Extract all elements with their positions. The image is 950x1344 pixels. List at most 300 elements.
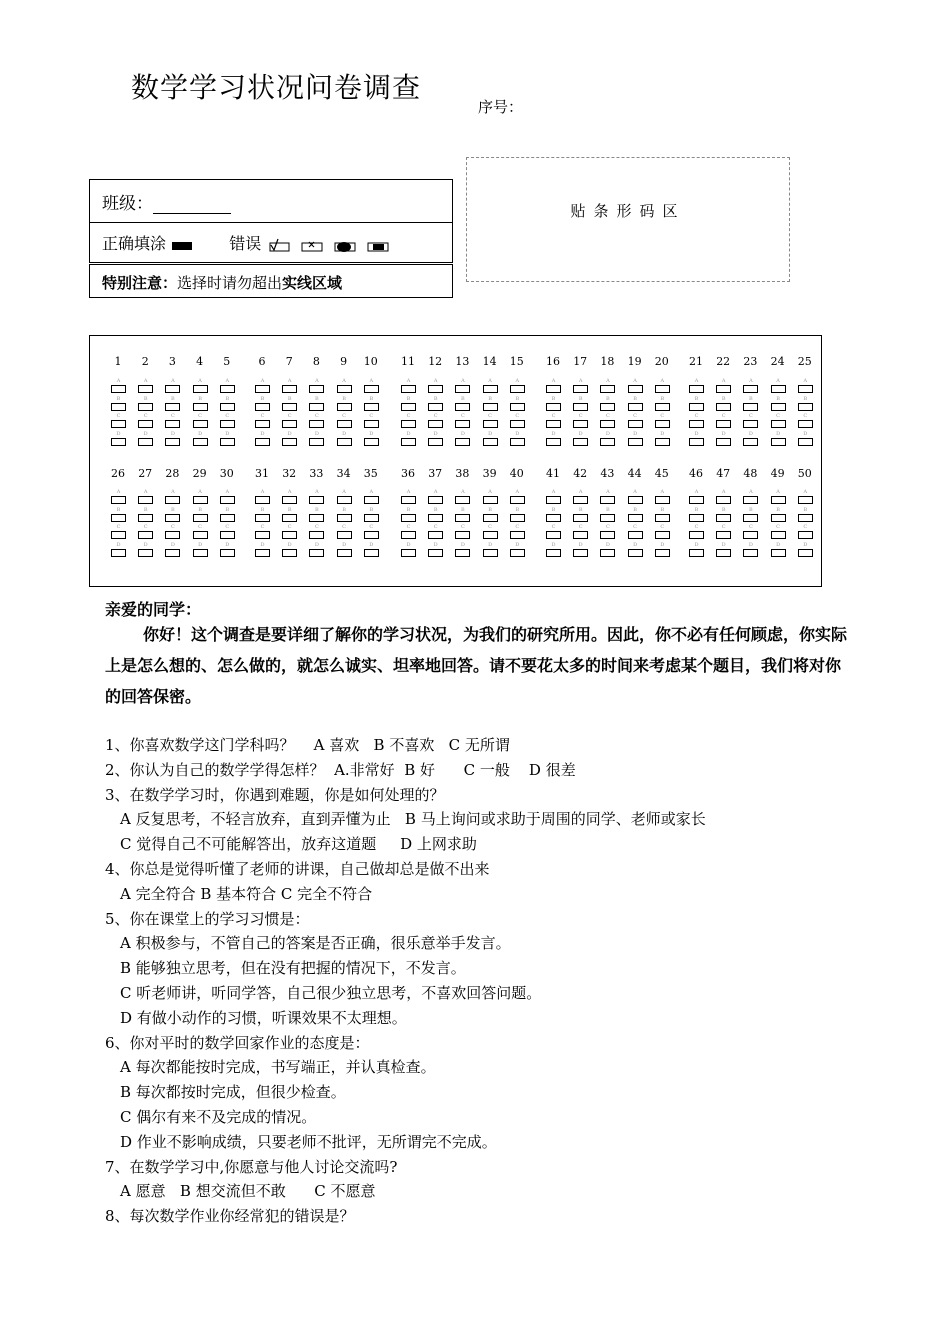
- class-blank-line[interactable]: [153, 213, 231, 214]
- correct-fill-mark-icon: [171, 239, 193, 251]
- greeting: 亲爱的同学：: [105, 600, 202, 619]
- answer-bubble-label: B: [461, 506, 465, 513]
- answer-bubble-b[interactable]: [220, 506, 235, 522]
- answer-bubble-label: C: [143, 524, 148, 530]
- answer-bubble-c[interactable]: [401, 524, 416, 539]
- answer-question-number: 10: [363, 355, 378, 368]
- answer-question-number: 43: [600, 467, 615, 480]
- answer-bubble-a[interactable]: [282, 378, 297, 393]
- answer-bubble-label: A: [606, 489, 610, 495]
- answer-bubble-d[interactable]: [111, 541, 126, 557]
- answer-bubble-c[interactable]: [546, 413, 561, 428]
- answer-bubble-b[interactable]: [193, 395, 208, 411]
- answer-bubble-b[interactable]: [138, 506, 153, 522]
- answer-bubble-label: A: [488, 489, 492, 495]
- answer-bubble-c[interactable]: [546, 524, 561, 539]
- answer-bubble-a[interactable]: [798, 489, 813, 504]
- answer-bubble-c[interactable]: [483, 524, 498, 539]
- answer-bubble-d[interactable]: [628, 430, 643, 446]
- answer-bubble-label: C: [314, 524, 319, 530]
- answer-bubble-d[interactable]: [364, 430, 379, 446]
- answer-bubble-d[interactable]: [282, 430, 297, 446]
- answer-bubble-a[interactable]: [600, 378, 615, 393]
- answer-bubble-a[interactable]: [309, 489, 324, 504]
- answer-bubble-d[interactable]: [483, 541, 498, 557]
- answer-bubble-b[interactable]: [337, 506, 352, 522]
- answer-bubble-label: B: [488, 395, 492, 402]
- answer-bubble-c[interactable]: [220, 524, 235, 539]
- answer-bubble-label: B: [694, 395, 699, 402]
- answer-bubble-d[interactable]: [628, 541, 643, 557]
- answer-bubble-label: B: [287, 506, 292, 513]
- answer-bubble-d[interactable]: [165, 430, 180, 446]
- answer-bubble-label: A: [116, 489, 121, 495]
- answer-bubble-b[interactable]: [600, 395, 615, 411]
- answer-bubble-a[interactable]: [798, 378, 813, 393]
- answer-bubble-b[interactable]: [716, 395, 731, 411]
- question-option-line: D 有做小动作的习惯，听课效果不太理想。: [120, 1008, 407, 1027]
- answer-bubble-d[interactable]: [309, 541, 324, 557]
- answer-bubble-a[interactable]: [255, 489, 270, 504]
- answer-bubble-label: C: [551, 524, 556, 530]
- answer-bubble-label: C: [721, 524, 726, 530]
- answer-bubble-d[interactable]: [546, 541, 561, 557]
- question-option-line: C 觉得自己不可能解答出，放弃这道题 D 上网求助: [120, 835, 477, 854]
- answer-bubble-d[interactable]: [600, 430, 615, 446]
- serial-number-label: 序号：: [478, 98, 524, 116]
- answer-bubble-label: A: [315, 378, 319, 384]
- answer-bubble-d[interactable]: [510, 541, 525, 557]
- answer-bubble-label: A: [660, 489, 665, 495]
- answer-bubble-a[interactable]: [428, 489, 443, 504]
- answer-bubble-d[interactable]: [220, 541, 235, 557]
- question-line: 1、你喜欢数学这门学科吗？ A 喜欢 B 不喜欢 C 无所谓: [105, 736, 510, 754]
- wrong-checkmark-icon: [266, 238, 290, 252]
- answer-bubble-a[interactable]: [743, 489, 758, 504]
- answer-bubble-label: D: [748, 430, 753, 437]
- answer-bubble-d[interactable]: [483, 430, 498, 446]
- answer-question-number: 39: [482, 467, 497, 480]
- answer-bubble-a[interactable]: [455, 378, 470, 393]
- answer-question-number: 11: [401, 355, 415, 368]
- answer-bubble-c[interactable]: [138, 413, 153, 428]
- answer-bubble-a[interactable]: [771, 378, 786, 393]
- answer-bubble-a[interactable]: [364, 489, 379, 504]
- answer-bubble-b[interactable]: [401, 395, 416, 411]
- answer-bubble-label: D: [633, 430, 638, 437]
- answer-bubble-b[interactable]: [428, 395, 443, 411]
- answer-bubble-b[interactable]: [546, 395, 561, 411]
- answer-bubble-b[interactable]: [546, 506, 561, 522]
- answer-bubble-b[interactable]: [510, 395, 525, 411]
- answer-bubble-b[interactable]: [655, 506, 670, 522]
- answer-bubble-a[interactable]: [628, 378, 643, 393]
- answer-bubble-c[interactable]: [655, 524, 670, 539]
- answer-bubble-label: B: [633, 395, 637, 402]
- answer-bubble-d[interactable]: [255, 541, 270, 557]
- answer-bubble-a[interactable]: [193, 489, 208, 504]
- answer-bubble-label: C: [198, 413, 202, 419]
- answer-bubble-d[interactable]: [255, 430, 270, 446]
- answer-question-number: 13: [455, 355, 470, 368]
- answer-bubble-b[interactable]: [428, 506, 443, 522]
- answer-bubble-label: A: [369, 489, 374, 495]
- answer-bubble-label: B: [749, 395, 753, 402]
- answer-bubble-d[interactable]: [716, 541, 731, 557]
- answer-bubble-a[interactable]: [111, 489, 126, 504]
- answer-bubble-label: C: [406, 413, 411, 419]
- answer-bubble-label: B: [369, 395, 374, 402]
- answer-bubble-d[interactable]: [138, 430, 153, 446]
- answer-bubble-a[interactable]: [165, 489, 180, 504]
- answer-bubble-d[interactable]: [364, 541, 379, 557]
- answer-bubble-a[interactable]: [193, 378, 208, 393]
- answer-bubble-c[interactable]: [655, 413, 670, 428]
- answer-bubble-d[interactable]: [111, 430, 126, 446]
- answer-bubble-label: A: [369, 378, 374, 384]
- answer-bubble-a[interactable]: [483, 378, 498, 393]
- answer-bubble-b[interactable]: [138, 395, 153, 411]
- answer-bubble-c[interactable]: [193, 524, 208, 539]
- answer-bubble-a[interactable]: [716, 489, 731, 504]
- answer-bubble-d[interactable]: [337, 430, 352, 446]
- answer-question-number: 50: [797, 467, 812, 480]
- answer-bubble-b[interactable]: [483, 506, 498, 522]
- answer-bubble-b[interactable]: [309, 395, 324, 411]
- answer-bubble-d[interactable]: [743, 430, 758, 446]
- answer-bubble-label: B: [225, 395, 230, 402]
- question-option-line: A 完全符合 B 基本符合 C 完全不符合: [120, 884, 373, 903]
- answer-bubble-d[interactable]: [455, 541, 470, 557]
- answer-question-number: 3: [168, 355, 176, 368]
- answer-bubble-a[interactable]: [628, 489, 643, 504]
- answer-bubble-label: A: [433, 378, 438, 384]
- answer-bubble-a[interactable]: [600, 489, 615, 504]
- answer-bubble-b[interactable]: [655, 395, 670, 411]
- answer-bubble-label: D: [776, 541, 781, 548]
- answer-bubble-c[interactable]: [364, 524, 379, 539]
- answer-bubble-label: A: [776, 378, 780, 384]
- answer-bubble-a[interactable]: [337, 378, 352, 393]
- answer-bubble-d[interactable]: [401, 430, 416, 446]
- answer-bubble-c[interactable]: [220, 413, 235, 428]
- answer-bubble-a[interactable]: [573, 489, 588, 504]
- answer-bubble-c[interactable]: [138, 524, 153, 539]
- answer-bubble-a[interactable]: [255, 378, 270, 393]
- answer-bubble-c[interactable]: [771, 413, 786, 428]
- answer-bubble-a[interactable]: [655, 378, 670, 393]
- answer-bubble-b[interactable]: [337, 395, 352, 411]
- answer-bubble-b[interactable]: [628, 395, 643, 411]
- answer-bubble-d[interactable]: [193, 430, 208, 446]
- answer-bubble-b[interactable]: [364, 395, 379, 411]
- answer-bubble-d[interactable]: [401, 541, 416, 557]
- answer-bubble-a[interactable]: [716, 378, 731, 393]
- answer-bubble-b[interactable]: [165, 506, 180, 522]
- answer-question-number: 22: [716, 355, 731, 368]
- answer-bubble-c[interactable]: [600, 524, 615, 539]
- answer-bubble-d[interactable]: [689, 541, 704, 557]
- answer-bubble-c[interactable]: [483, 413, 498, 428]
- answer-bubble-label: D: [260, 430, 265, 437]
- answer-bubble-label: A: [461, 378, 465, 384]
- answer-bubble-a[interactable]: [111, 378, 126, 393]
- answer-bubble-label: D: [198, 430, 203, 437]
- answer-bubble-d[interactable]: [655, 541, 670, 557]
- answer-bubble-b[interactable]: [689, 395, 704, 411]
- answer-bubble-c[interactable]: [798, 413, 813, 428]
- answer-bubble-label: D: [406, 541, 411, 548]
- answer-bubble-label: D: [660, 430, 665, 437]
- answer-bubble-c[interactable]: [628, 413, 643, 428]
- answer-bubble-c[interactable]: [689, 524, 704, 539]
- answer-question-number: 29: [192, 467, 207, 480]
- answer-bubble-b[interactable]: [798, 506, 813, 522]
- answer-bubble-a[interactable]: [138, 378, 153, 393]
- answer-bubble-b[interactable]: [573, 506, 588, 522]
- answer-bubble-c[interactable]: [716, 413, 731, 428]
- answer-bubble-b[interactable]: [771, 395, 786, 411]
- answer-question-number: 24: [770, 355, 785, 368]
- answer-bubble-b[interactable]: [689, 506, 704, 522]
- answer-bubble-a[interactable]: [655, 489, 670, 504]
- answer-bubble-label: B: [116, 506, 121, 513]
- answer-bubble-c[interactable]: [337, 413, 352, 428]
- answer-bubble-d[interactable]: [455, 430, 470, 446]
- answer-bubble-d[interactable]: [309, 430, 324, 446]
- answer-bubble-label: C: [605, 524, 610, 530]
- correct-fill-label: 正确填涂: [102, 234, 167, 253]
- answer-bubble-d[interactable]: [573, 430, 588, 446]
- answer-bubble-d[interactable]: [573, 541, 588, 557]
- answer-bubble-d[interactable]: [428, 541, 443, 557]
- answer-bubble-label: C: [406, 524, 411, 530]
- answer-bubble-label: A: [171, 489, 175, 495]
- answer-bubble-d[interactable]: [655, 430, 670, 446]
- answer-bubble-label: A: [461, 489, 465, 495]
- answer-bubble-b[interactable]: [798, 395, 813, 411]
- answer-bubble-a[interactable]: [165, 378, 180, 393]
- answer-bubble-label: B: [171, 506, 175, 513]
- answer-bubble-c[interactable]: [165, 413, 180, 428]
- answer-bubble-c[interactable]: [455, 413, 470, 428]
- answer-bubble-label: D: [460, 430, 465, 437]
- answer-bubble-b[interactable]: [193, 506, 208, 522]
- answer-bubble-c[interactable]: [455, 524, 470, 539]
- answer-bubble-label: A: [551, 489, 556, 495]
- answer-bubble-b[interactable]: [364, 506, 379, 522]
- question-line: 5、你在课堂上的学习习惯是：: [105, 909, 310, 928]
- answer-bubble-b[interactable]: [111, 506, 126, 522]
- answer-bubble-d[interactable]: [337, 541, 352, 557]
- answer-bubble-c[interactable]: [282, 524, 297, 539]
- answer-bubble-d[interactable]: [165, 541, 180, 557]
- answer-bubble-d[interactable]: [716, 430, 731, 446]
- answer-bubble-d[interactable]: [193, 541, 208, 557]
- answer-bubble-c[interactable]: [255, 413, 270, 428]
- answer-bubble-label: C: [287, 524, 292, 530]
- answer-bubble-a[interactable]: [401, 489, 416, 504]
- answer-bubble-c[interactable]: [573, 524, 588, 539]
- answer-bubble-a[interactable]: [455, 489, 470, 504]
- answer-bubble-c[interactable]: [111, 524, 126, 539]
- answer-bubble-label: B: [633, 506, 637, 513]
- class-field[interactable]: [102, 189, 231, 214]
- answer-bubble-c[interactable]: [309, 413, 324, 428]
- answer-bubble-a[interactable]: [510, 489, 525, 504]
- answer-question-number: 37: [428, 467, 443, 480]
- answer-bubble-label: A: [342, 378, 346, 384]
- answer-bubble-label: A: [606, 378, 610, 384]
- answer-bubble-c[interactable]: [111, 413, 126, 428]
- answer-bubble-a[interactable]: [401, 378, 416, 393]
- answer-bubble-b[interactable]: [628, 506, 643, 522]
- answer-bubble-c[interactable]: [428, 524, 443, 539]
- answer-bubble-label: D: [170, 541, 175, 548]
- answer-bubble-b[interactable]: [220, 395, 235, 411]
- answer-bubble-c[interactable]: [716, 524, 731, 539]
- answer-bubble-label: D: [225, 430, 230, 437]
- answer-bubble-d[interactable]: [798, 430, 813, 446]
- answer-bubble-d[interactable]: [743, 541, 758, 557]
- answer-bubble-d[interactable]: [600, 541, 615, 557]
- answer-bubble-c[interactable]: [364, 413, 379, 428]
- answer-bubble-b[interactable]: [600, 506, 615, 522]
- answer-bubble-a[interactable]: [689, 489, 704, 504]
- answer-bubble-a[interactable]: [428, 378, 443, 393]
- answer-bubble-c[interactable]: [428, 413, 443, 428]
- answer-bubble-b[interactable]: [455, 506, 470, 522]
- answer-bubble-label: D: [116, 541, 121, 548]
- question-line: 8、每次数学作业你经常犯的错误是？: [105, 1207, 355, 1226]
- answer-bubble-b[interactable]: [743, 395, 758, 411]
- answer-bubble-label: C: [260, 524, 265, 530]
- answer-bubble-label: B: [315, 395, 319, 402]
- answer-bubble-label: A: [721, 489, 726, 495]
- answer-bubble-a[interactable]: [337, 489, 352, 504]
- answer-bubble-c[interactable]: [510, 413, 525, 428]
- answer-bubble-d[interactable]: [428, 430, 443, 446]
- answer-bubble-b[interactable]: [401, 506, 416, 522]
- answer-bubble-c[interactable]: [510, 524, 525, 539]
- answer-bubble-a[interactable]: [689, 378, 704, 393]
- answer-bubble-b[interactable]: [255, 395, 270, 411]
- answer-bubble-label: A: [749, 378, 753, 384]
- answer-bubble-c[interactable]: [743, 524, 758, 539]
- answer-bubble-b[interactable]: [165, 395, 180, 411]
- answer-bubble-label: D: [488, 430, 493, 437]
- answer-bubble-c[interactable]: [309, 524, 324, 539]
- answer-bubble-b[interactable]: [111, 395, 126, 411]
- answer-bubble-a[interactable]: [510, 378, 525, 393]
- question-line: 4、你总是觉得听懂了老师的讲课，自己做却总是做不出来: [105, 859, 490, 878]
- answer-bubble-c[interactable]: [743, 413, 758, 428]
- answer-bubble-c[interactable]: [689, 413, 704, 428]
- answer-bubble-a[interactable]: [220, 489, 235, 504]
- answer-bubble-b[interactable]: [510, 506, 525, 522]
- answer-bubble-label: C: [633, 524, 637, 530]
- answer-bubble-label: C: [116, 413, 121, 419]
- answer-bubble-label: D: [225, 541, 230, 548]
- answer-bubble-a[interactable]: [743, 378, 758, 393]
- answer-bubble-b[interactable]: [309, 506, 324, 522]
- answer-bubble-d[interactable]: [771, 541, 786, 557]
- answer-bubble-a[interactable]: [546, 489, 561, 504]
- answer-bubble-label: C: [488, 524, 492, 530]
- wrong-partial-fill-icon: [366, 238, 390, 252]
- answer-bubble-c[interactable]: [193, 413, 208, 428]
- answer-bubble-label: A: [488, 378, 492, 384]
- answer-bubble-b[interactable]: [743, 506, 758, 522]
- answer-bubble-b[interactable]: [255, 506, 270, 522]
- answer-bubble-label: D: [605, 541, 610, 548]
- answer-bubble-c[interactable]: [600, 413, 615, 428]
- answer-bubble-label: D: [369, 430, 374, 437]
- notice-emphasis: 实线区域: [282, 274, 343, 292]
- answer-bubble-a[interactable]: [309, 378, 324, 393]
- answer-bubble-label: B: [515, 395, 520, 402]
- answer-bubble-a[interactable]: [771, 489, 786, 504]
- answer-bubble-b[interactable]: [282, 395, 297, 411]
- answer-bubble-d[interactable]: [689, 430, 704, 446]
- answer-bubble-c[interactable]: [165, 524, 180, 539]
- answer-question-number: 12: [428, 355, 443, 368]
- answer-bubble-label: D: [170, 430, 175, 437]
- answer-bubble-c[interactable]: [255, 524, 270, 539]
- wrong-circle-icon: [333, 238, 357, 252]
- answer-bubble-c[interactable]: [337, 524, 352, 539]
- answer-bubble-a[interactable]: [220, 378, 235, 393]
- answer-bubble-d[interactable]: [138, 541, 153, 557]
- answer-bubble-c[interactable]: [628, 524, 643, 539]
- answer-question-number: 42: [573, 467, 588, 480]
- answer-bubble-a[interactable]: [282, 489, 297, 504]
- answer-bubble-c[interactable]: [573, 413, 588, 428]
- answer-bubble-c[interactable]: [401, 413, 416, 428]
- answer-bubble-d[interactable]: [510, 430, 525, 446]
- answer-bubble-a[interactable]: [546, 378, 561, 393]
- answer-bubble-d[interactable]: [771, 430, 786, 446]
- answer-question-number: 20: [654, 355, 669, 368]
- answer-bubble-label: A: [633, 489, 637, 495]
- answer-bubble-a[interactable]: [364, 378, 379, 393]
- answer-bubble-c[interactable]: [771, 524, 786, 539]
- answer-bubble-a[interactable]: [573, 378, 588, 393]
- answer-bubble-b[interactable]: [483, 395, 498, 411]
- answer-bubble-d[interactable]: [220, 430, 235, 446]
- answer-bubble-b[interactable]: [282, 506, 297, 522]
- answer-bubble-label: D: [721, 541, 726, 548]
- answer-bubble-c[interactable]: [798, 524, 813, 539]
- answer-bubble-a[interactable]: [138, 489, 153, 504]
- answer-bubble-c[interactable]: [282, 413, 297, 428]
- answer-bubble-d[interactable]: [798, 541, 813, 557]
- answer-bubble-label: B: [578, 395, 583, 402]
- answer-bubble-label: B: [606, 506, 610, 513]
- answer-bubble-label: B: [749, 506, 753, 513]
- answer-bubble-d[interactable]: [546, 430, 561, 446]
- answer-bubble-b[interactable]: [573, 395, 588, 411]
- answer-bubble-d[interactable]: [282, 541, 297, 557]
- question-line: 3、在数学学习时，你遇到难题，你是如何处理的？: [105, 785, 445, 804]
- answer-bubble-label: D: [342, 430, 347, 437]
- answer-question-number: 35: [363, 467, 378, 480]
- answer-bubble-a[interactable]: [483, 489, 498, 504]
- answer-bubble-label: D: [578, 430, 583, 437]
- answer-bubble-b[interactable]: [455, 395, 470, 411]
- answer-bubble-b[interactable]: [716, 506, 731, 522]
- answer-bubble-b[interactable]: [771, 506, 786, 522]
